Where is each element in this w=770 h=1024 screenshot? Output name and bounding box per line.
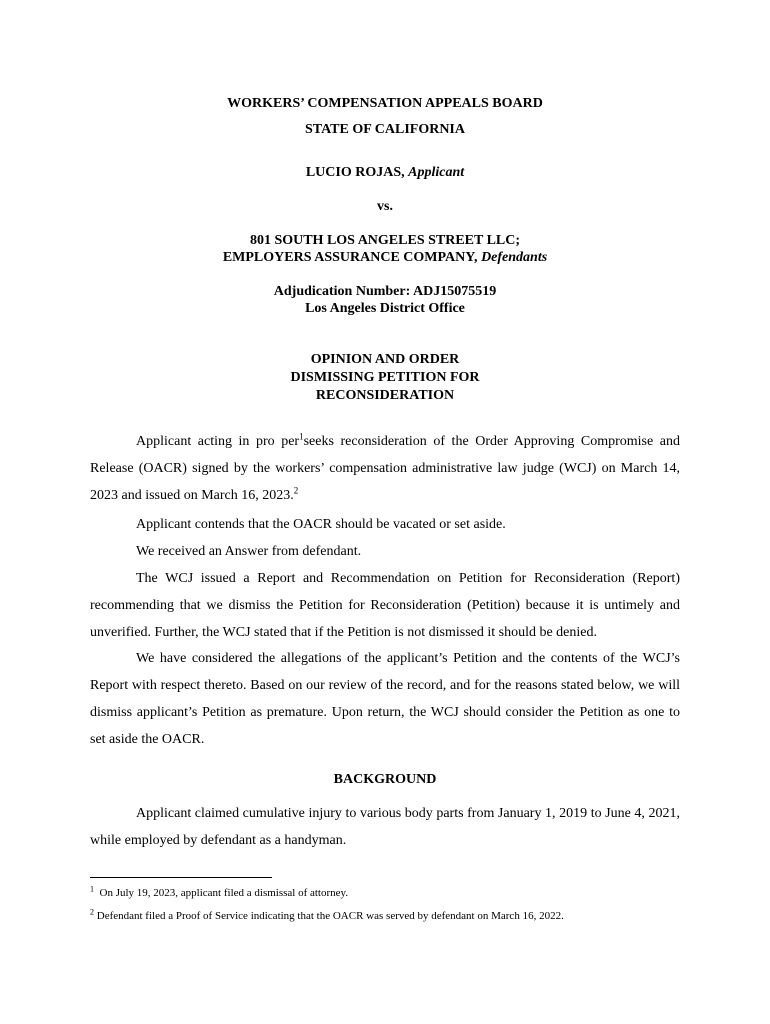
paragraph-1 <box>90 428 680 509</box>
paragraph-4: The WCJ issued a Report and Recommendation on Petition for Reconsideration (Report) recommending that we dismiss the Petition for Reconsideration (Petition) because it is untimely and unverified. Further, the WCJ stated that if the Petition is not dismissed it should be denied. <box>90 571 680 640</box>
footnote-2 <box>90 909 690 923</box>
defendant-line-1: 801 SOUTH LOS ANGELES STREET LLC; <box>249 233 521 248</box>
title-line-1: OPINION AND ORDER <box>310 352 460 367</box>
versus: vs. <box>377 199 393 214</box>
paragraph-3: We received an Answer from defendant. <box>136 544 362 559</box>
defendant-names: EMPLOYERS ASSURANCE COMPANY, <box>222 250 478 265</box>
adjudication-number: Adjudication Number: ADJ15075519 <box>273 284 497 299</box>
background-heading: BACKGROUND <box>333 772 437 787</box>
board-name: WORKERS’ COMPENSATION APPEALS BOARD <box>227 96 543 111</box>
footnote-2-mark: 2 <box>90 907 94 917</box>
footnote-ref-1[interactable]: 1 <box>299 431 304 442</box>
applicant-role: Applicant <box>408 165 465 180</box>
paragraph-6: Applicant claimed cumulative injury to various body parts from January 1, 2019 to June 4, 2021, while employed by defendant as a handyman. <box>90 806 680 848</box>
footnote-2-text: Defendant filed a Proof of Service indicating that the OACR was served by defendant on March 16, 2022. <box>96 910 564 922</box>
applicant-line <box>0 164 770 181</box>
district-office: Los Angeles District Office <box>305 301 465 316</box>
paragraph-1-start: Applicant acting in pro per <box>136 434 300 449</box>
footnote-ref-2[interactable]: 2 <box>293 485 299 496</box>
paragraph-2: Applicant contends that the OACR should be vacated or set aside. <box>136 517 506 532</box>
footnote-1 <box>90 886 690 900</box>
state-name: STATE OF CALIFORNIA <box>305 122 465 137</box>
applicant-name: LUCIO ROJAS, <box>305 165 405 180</box>
paragraph-1-rest: seeks reconsideration of the Order Approving Compromise and Release (OACR) signed by the workers’ compensation administrative law judge (WCJ) on March 14, 2023 and issued on March 16, 2023. <box>90 434 680 503</box>
footnote-1-mark: 1 <box>90 884 94 894</box>
footnote-divider <box>90 877 272 878</box>
title-line-3: RECONSIDERATION <box>315 388 455 403</box>
title-line-2: DISMISSING PETITION FOR <box>290 370 480 385</box>
paragraph-5: We have considered the allegations of the applicant’s Petition and the contents of the WCJ’s Report with respect thereto. Based on our review of the record, and for the reasons stated below, we will dismiss applicant’s Petition as premature. Upon return, the WCJ should consider the Petition as one to set aside the OACR. <box>90 651 680 747</box>
footnote-1-text: On July 19, 2023, applicant filed a dismissal of attorney. <box>99 887 349 899</box>
defendant-role: Defendants <box>481 250 548 265</box>
defendant-line-2 <box>0 249 770 266</box>
